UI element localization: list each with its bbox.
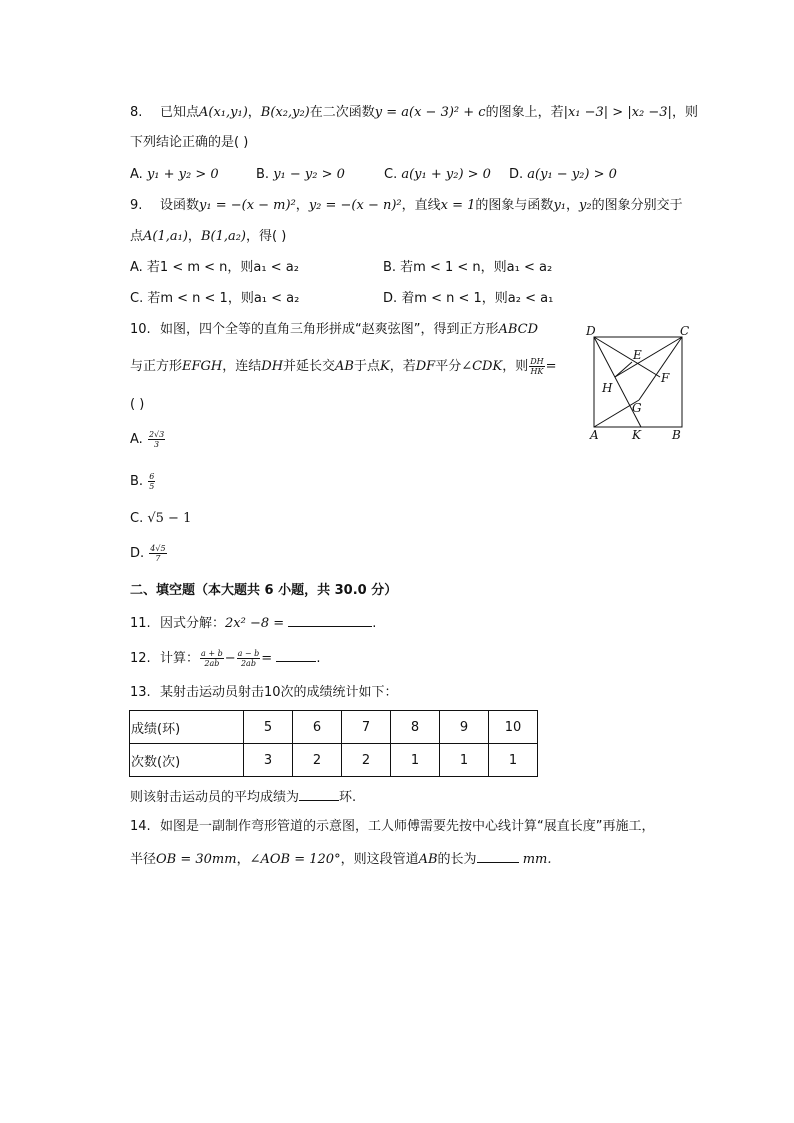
q14-answer-blank[interactable] — [477, 849, 519, 863]
zhao-shuang-figure — [584, 322, 694, 444]
table-row-label: 次数(次) — [130, 744, 244, 777]
q8-option-b: B. y₁ − y₂ > 0 — [256, 167, 345, 182]
q13-after-line: 则该射击运动员的平均成绩为 环. — [130, 787, 356, 807]
table-cell: 8 — [391, 711, 440, 744]
label-f: F — [661, 371, 670, 385]
q11-answer-blank[interactable] — [288, 613, 372, 627]
q9-option-d: D. 着m < n < 1，则a₂ < a₁ — [383, 291, 554, 306]
q8-line1: 8. 已知点A(x₁,y₁)，B(x₂,y₂)在二次函数y = a(x − 3)² + c的图象上，若|x₁ −3| > |x₂ −3|，则 — [130, 105, 698, 120]
table-cell: 1 — [391, 744, 440, 777]
q10-option-d: D. $\frac{4√5}{7}$ — [130, 544, 166, 563]
q14-line2: 半径OB = 30mm，∠AOB = 120°，则这段管道AB的长为 mm. — [130, 849, 552, 869]
q8-option-a: A. y₁ + y₂ > 0 — [130, 167, 219, 182]
q9-number: 9. — [130, 198, 143, 213]
table-cell: 2 — [342, 744, 391, 777]
table-row — [130, 711, 538, 744]
section-fill-in-title: 二、填空题（本大题共 6 小题，共 30.0 分） — [130, 583, 398, 598]
q11-line: 11. 因式分解：2x² −8 = . — [130, 613, 376, 633]
q10-line2: 与正方形EFGH，连结DH并延长交AB于点K，若DF平分∠CDK，则 $\frac{DH}{HK}$ = — [130, 357, 557, 376]
q9-line2: 点A(1,a₁)，B(1,a₂)，得( ) — [130, 229, 287, 244]
q11-number: 11. — [130, 616, 151, 631]
q10-option-b: B. $\frac{6}{5}$ — [130, 472, 155, 491]
q9-option-b: B. 若m < 1 < n，则a₁ < a₂ — [383, 260, 553, 275]
table-row — [130, 744, 538, 777]
table-cell: 5 — [244, 711, 293, 744]
q12-answer-blank[interactable] — [276, 648, 316, 662]
q8-option-c: C. a(y₁ + y₂) > 0 — [384, 167, 491, 182]
q13-score-table — [129, 710, 538, 777]
q10-line1: 10. 如图，四个全等的直角三角形拼成“赵爽弦图”，得到正方形ABCD — [130, 322, 539, 337]
label-g: G — [632, 401, 642, 415]
table-cell: 9 — [440, 711, 489, 744]
q13-number: 13. — [130, 685, 151, 700]
table-cell: 1 — [489, 744, 538, 777]
table-cell: 1 — [440, 744, 489, 777]
label-e: E — [633, 348, 642, 362]
q8-number: 8. — [130, 105, 143, 120]
table-cell: 3 — [244, 744, 293, 777]
segment-ce — [615, 337, 682, 377]
label-a: A — [590, 428, 599, 442]
q10-ratio-fraction: $\frac{DH}{HK}$ — [530, 357, 544, 376]
table-cell: 2 — [293, 744, 342, 777]
q12-number: 12. — [130, 651, 151, 666]
q9-option-c: C. 若m < n < 1，则a₁ < a₂ — [130, 291, 300, 306]
q14-line1: 14. 如图是一副制作弯形管道的示意图，工人师傅需要先按中心线计算“展直长度”再施工， — [130, 819, 655, 834]
q8-option-d: D. a(y₁ − y₂) > 0 — [509, 167, 617, 182]
q13-line: 13. 某射击运动员射击10次的成绩统计如下： — [130, 685, 398, 700]
q13-answer-blank[interactable] — [299, 787, 339, 801]
label-c: C — [680, 324, 690, 338]
q8-line2: 下列结论正确的是( ) — [130, 135, 249, 150]
label-h: H — [602, 381, 613, 395]
label-d: D — [586, 324, 596, 338]
label-k: K — [632, 428, 641, 442]
table-cell: 7 — [342, 711, 391, 744]
table-cell: 6 — [293, 711, 342, 744]
q10-number: 10. — [130, 322, 151, 337]
label-b: B — [672, 428, 681, 442]
table-cell: 10 — [489, 711, 538, 744]
q10-option-c: C. √5 − 1 — [130, 511, 192, 526]
q9-line1: 9. 设函数y₁ = −(x − m)²，y₂ = −(x − n)²，直线x = 1的图象与函数y₁，y₂的图象分别交于 — [130, 198, 683, 213]
q12-line: 12. 计算： $\frac{a + b}{2ab}$ − $\frac{a - b}{2ab}$ = . — [130, 649, 321, 668]
table-row-label: 成绩(环) — [130, 711, 244, 744]
q9-option-a: A. 若1 < m < n，则a₁ < a₂ — [130, 260, 299, 275]
segment-eh — [615, 362, 632, 377]
q10-line3: ( ) — [130, 397, 145, 412]
q10-option-a: A. $\frac{2√3}{3}$ — [130, 430, 165, 449]
q14-number: 14. — [130, 819, 151, 834]
